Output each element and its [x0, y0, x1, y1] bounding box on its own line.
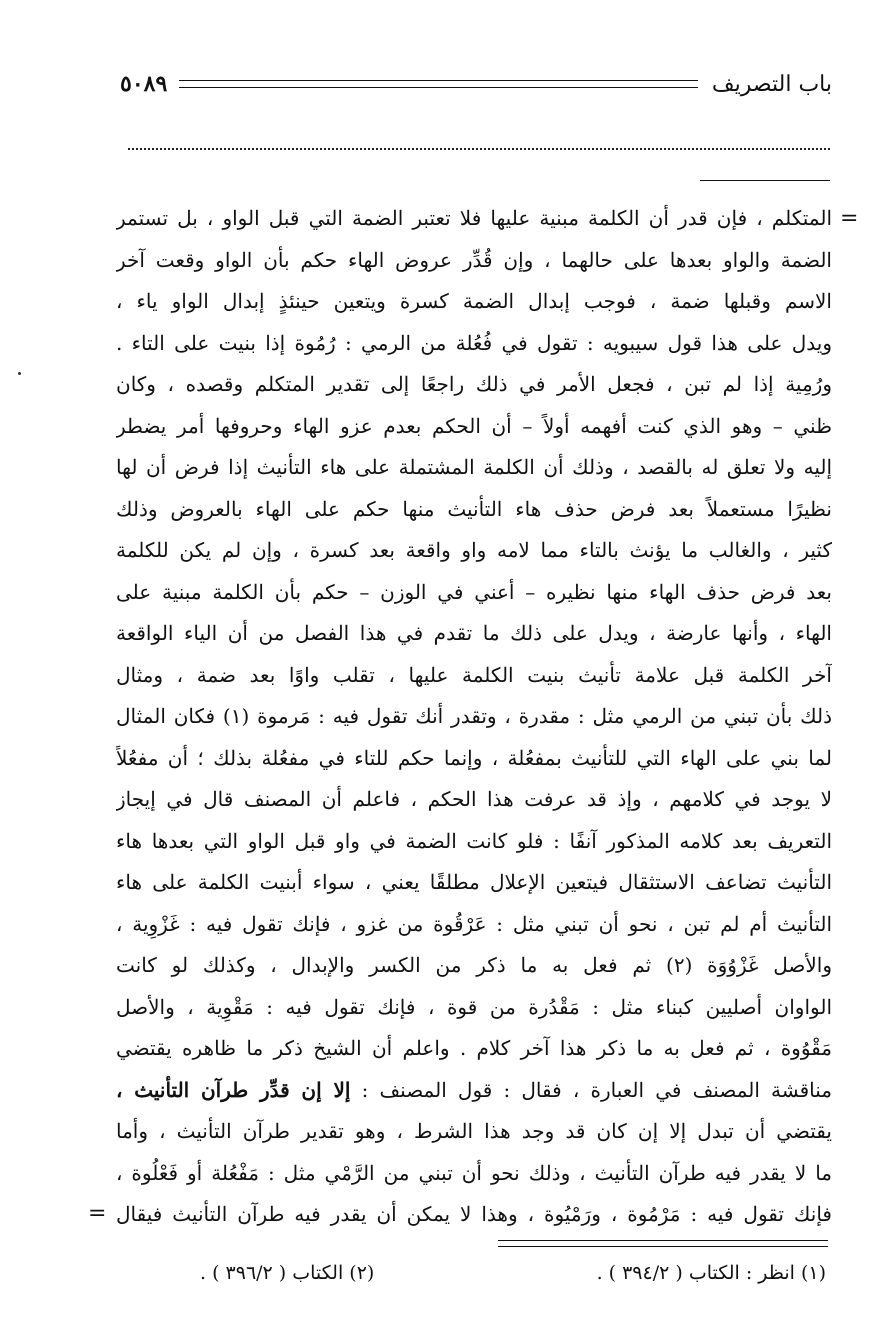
- footnote-2: (٢) الكتاب ( ٣٩٦/٢ ) .: [200, 1262, 375, 1284]
- continuation-mark-start: =: [840, 206, 859, 231]
- running-header: [120, 64, 832, 104]
- dotted-separator: [128, 148, 830, 150]
- text-line: كثير ، والغالب ما يؤنث بالتاء مما لامه واو واقعة بعد كسرة ، وإن لم يكن للكلمة: [116, 538, 832, 562]
- footnote-1: (١) انظر : الكتاب ( ٣٩٤/٢ ) .: [596, 1262, 826, 1284]
- body-text: [116, 198, 832, 1236]
- text-line: التعريف بعد كلامه المذكور آنفًا : فلو كانت الضمة في واو قبل الواو التي بعدها هاء: [116, 828, 832, 853]
- text-line: الهاء ، وأنها عارضة ، ويدل على ذلك ما تقدم في هذا الفصل من أن الياء الواقعة: [116, 621, 832, 645]
- text-line: بعد فرض حذف الهاء منها نظيره – أعني في الوزن – حكم بأن الكلمة مبنية على: [116, 579, 832, 604]
- text-line: الضمة والواو بعدها على حالهما ، وإن قُدِّر عروض الهاء حكم بأن الواو وقعت آخر: [116, 247, 832, 272]
- text-line: والأصل غَزْوُوَة (٢) ثم فعل به ما ذكر من الكسر والإبدال ، وكذلك لو كانت: [116, 953, 832, 977]
- text-line: لما بني على الهاء التي للتأنيث بمفعُلة ، وإنما حكم للتاء في مفعُلة بذلك ؛ أن مفعُلاً: [116, 745, 832, 770]
- text-line: آخر الكلمة قبل علامة تأنيث بنيت الكلمة عليها ، تقلب واوًا بعد ضمة ، ومثال: [116, 662, 832, 687]
- margin-speck: [18, 372, 21, 375]
- text-line: ما لا يقدر فيه طرآن التأنيث ، وذلك نحو أن تبني من الرَّمْي مثل : مَفْعُلة أو فَعْلُوة ،: [116, 1160, 832, 1185]
- text-line: التأنيث أم لم تبن ، نحو أن تبني مثل : عَرْقُوة من غزو ، فإنك تقول فيه : غَزْوِية ،: [116, 911, 832, 936]
- text-segment: مناقشة المصنف في العبارة ، فقال : قول المصنف :: [361, 1077, 832, 1102]
- continuation-mark-end: =: [88, 1201, 107, 1226]
- text-line: فإنك تقول فيه : مَرْمُوة ، ورَمْيُوة ، وهذا لا يمكن أن يقدر فيه طرآن التأنيث فيقال: [116, 1202, 832, 1226]
- chapter-title: باب التصريف: [711, 71, 832, 97]
- footnotes: [200, 1262, 826, 1284]
- text-line: ويدل على هذا قول سيبويه : تقول في فُعُلة من الرمي : رُمُوة إذا بنيت على التاء .: [116, 330, 832, 355]
- footnote-separator: [498, 1240, 828, 1247]
- text-line: الواوان أصليين كبناء مثل : مَقْدُرة من قوة ، فإنك تقول فيه : مَقْوِية ، والأصل: [116, 994, 832, 1019]
- text-line: نظيرًا مستعملاً بعد فرض حذف هاء التأنيث منها حكم على الهاء بالعروض وذلك: [116, 496, 832, 521]
- page-number: ٥٠٨٩: [120, 71, 168, 97]
- short-separator: [700, 180, 830, 181]
- text-line: يقتضي أن تبدل إلا إن كان قد وجد هذا الشرط ، وهو تقدير طرآن التأنيث ، وأما: [116, 1119, 832, 1143]
- text-line: المتكلم ، فإن قدر أن الكلمة مبنية عليها فلا تعتبر الضمة التي قبل الواو ، بل تستمر: [116, 206, 832, 230]
- text-line: الاسم وقبلها ضمة ، فوجب إبدال الضمة كسرة ويتعين حينئذٍ إبدال الواو ياء ،: [116, 289, 832, 313]
- text-line: لا يوجد في كلامهم ، وإذ قد عرفت هذا الحكم ، فاعلم أن المصنف قال في إيجاز: [116, 787, 832, 811]
- text-line: ورُمِية إذا لم تبن ، فجعل الأمر في ذلك راجعًا إلى تقدير المتكلم وقصده ، وكان: [116, 372, 832, 396]
- text-line-with-bold: [116, 1070, 832, 1112]
- text-line: مَقْوُوة ، ثم فعل به ما ذكر هذا آخر كلام . واعلم أن الشيخ ذكر ما ظاهره يقتضي: [116, 1036, 832, 1060]
- text-line: ظني – وهو الذي كنت أفهمه أولاً – أن الحكم بعدم عزو الهاء وحروفها أمر يضطر: [116, 413, 832, 438]
- text-line: ذلك بأن تبني من الرمي مثل : مقدرة ، وتقدر أنك تقول فيه : مَرموة (١) فكان المثال: [116, 704, 832, 728]
- bold-quote: إلا إن قدِّر طرآن التأنيث ،: [116, 1077, 351, 1102]
- text-line: إليه ولا تعلق له بالقصد ، وذلك أن الكلمة المشتملة على هاء التأنيث إذا فرض أن لها: [116, 455, 832, 479]
- text-line: التأنيث تضاعف الاستثقال فيتعين الإعلال مطلقًا يعني ، سواء أبنيت الكلمة على هاء: [116, 870, 832, 894]
- header-double-rule: [179, 80, 698, 88]
